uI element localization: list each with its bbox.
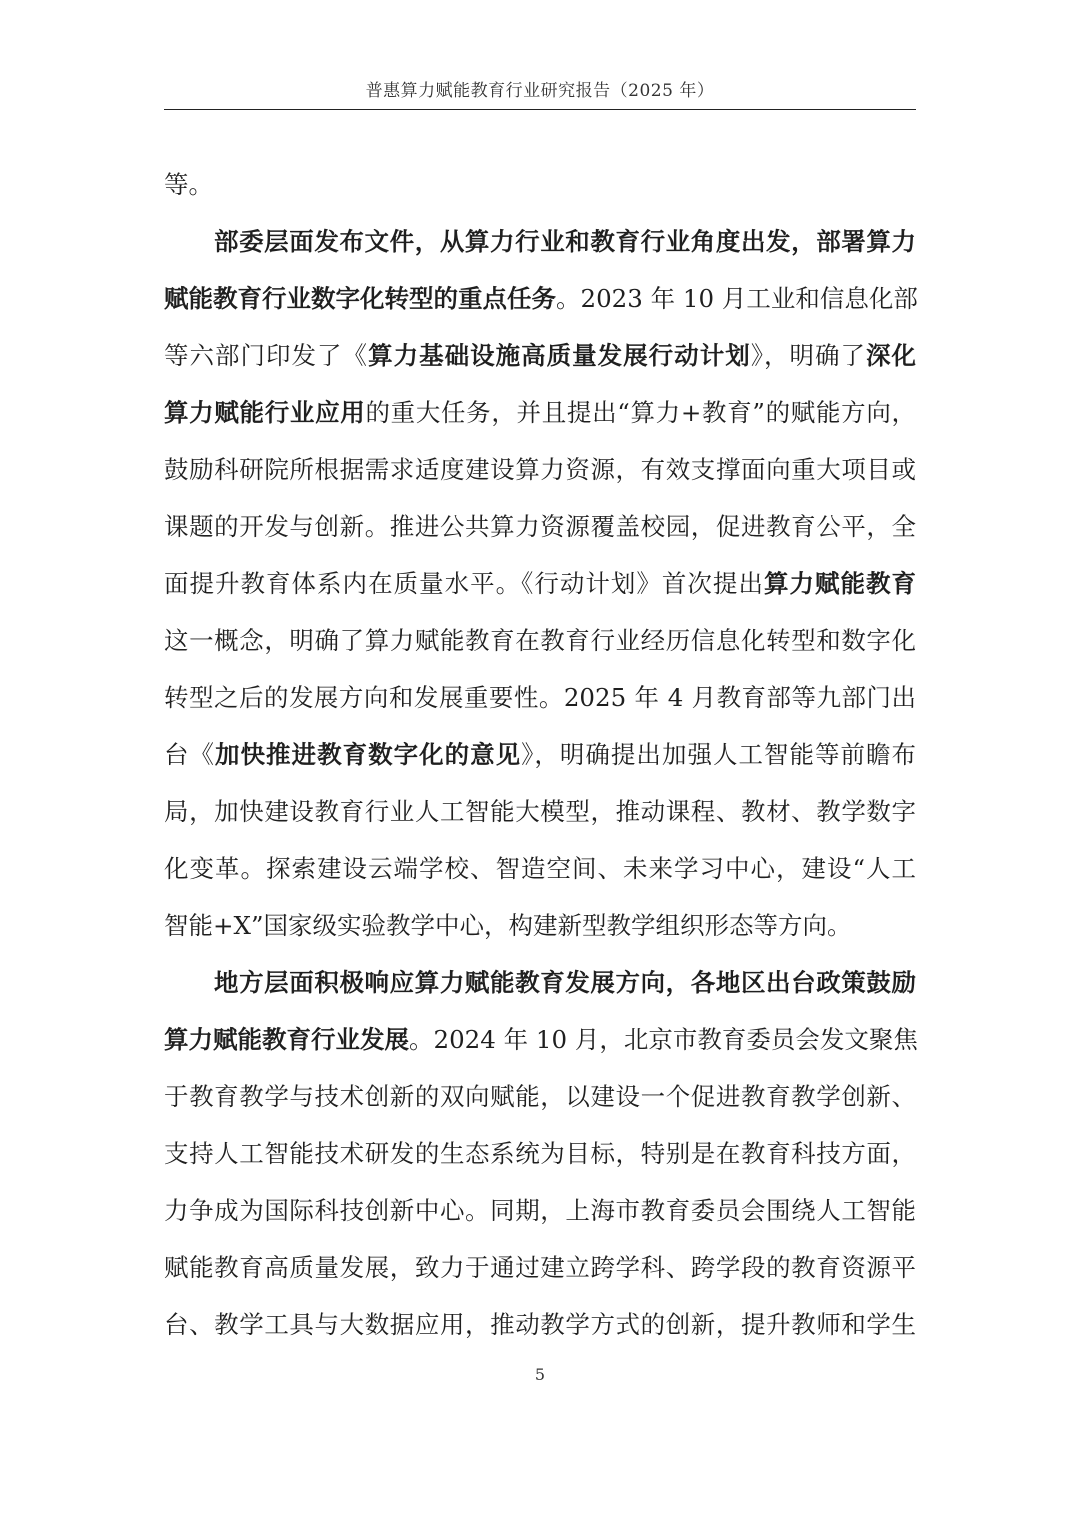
text-run: 于教育教学与技术创新的双向赋能，以建设一个促进教育教学创新、: [164, 1082, 916, 1111]
text-run: 转型之后的发展方向和发展重要性。2025 年 4 月教育部等九部门出: [164, 683, 916, 712]
text-run: 赋能教育高质量发展，致力于通过建立跨学科、跨学段的教育资源平: [164, 1253, 916, 1282]
text-line: [164, 564, 916, 604]
text-line: [164, 906, 916, 946]
text-line: [164, 1020, 916, 1060]
text-line: [164, 393, 916, 433]
text-line: [164, 678, 916, 718]
text-line: [164, 792, 916, 832]
text-run: 台《: [164, 740, 216, 769]
text-run: 局，加快建设教育行业人工智能大模型，推动课程、教材、教学数字: [164, 797, 916, 826]
text-run: 》，明确提出加强人工智能等前瞻布: [521, 740, 917, 769]
text-run: 智能+X”国家级实验教学中心，构建新型教学组织形态等方向。: [164, 911, 852, 940]
text-line: [164, 1248, 916, 1288]
bold-text-run: 算力赋能教育: [763, 569, 917, 598]
text-run: 等六部门印发了《: [164, 341, 369, 370]
text-line: [164, 1134, 916, 1174]
text-run: 》，明确了: [750, 341, 867, 370]
bold-text-run: 算力赋能教育行业发展: [164, 1025, 409, 1054]
text-line: [164, 279, 916, 319]
text-line: [164, 507, 916, 547]
text-run: 。2023 年 10 月工业和信息化部: [556, 284, 918, 313]
running-header: 普惠算力赋能教育行业研究报告（2025 年）: [365, 81, 715, 101]
text-line: [164, 1077, 916, 1117]
text-line: [164, 165, 916, 205]
text-line: [164, 336, 916, 376]
text-run: 等。: [164, 170, 213, 199]
bold-text-run: 地方层面积极响应算力赋能教育发展方向，各地区出台政策鼓励: [214, 968, 916, 997]
text-line: [164, 621, 916, 661]
header-rule: [164, 109, 916, 110]
page-number: 5: [534, 1365, 546, 1384]
text-line: [164, 1191, 916, 1231]
text-run: 面提升教育体系内在质量水平。《行动计划》首次提出: [164, 569, 764, 598]
text-run: 这一概念，明确了算力赋能教育在教育行业经历信息化转型和数字化: [164, 626, 916, 655]
text-line: [164, 849, 916, 889]
bold-text-run: 部委层面发布文件，从算力行业和教育行业角度出发，部署算力: [214, 227, 916, 256]
bold-text-run: 深化: [866, 341, 917, 370]
text-line: [214, 963, 916, 1003]
text-line: [164, 735, 916, 775]
text-run: 的重大任务，并且提出“算力+教育”的赋能方向，: [365, 398, 917, 427]
text-run: 台、教学工具与大数据应用，推动教学方式的创新，提升教师和学生: [164, 1310, 916, 1339]
text-line: [214, 222, 916, 262]
text-line: [164, 450, 916, 490]
bold-text-run: 算力基础设施高质量发展行动计划: [368, 341, 751, 370]
text-line: [164, 1305, 916, 1345]
text-run: 鼓励科研院所根据需求适度建设算力资源，有效支撑面向重大项目或: [164, 455, 916, 484]
text-run: 。2024 年 10 月，北京市教育委员会发文聚焦: [409, 1025, 918, 1054]
bold-text-run: 加快推进教育数字化的意见: [215, 740, 522, 769]
text-run: 课题的开发与创新。推进公共算力资源覆盖校园，促进教育公平，全: [164, 512, 916, 541]
text-run: 化变革。探索建设云端学校、智造空间、未来学习中心，建设“人工: [164, 854, 916, 883]
text-run: 支持人工智能技术研发的生态系统为目标，特别是在教育科技方面，: [164, 1139, 916, 1168]
bold-text-run: 算力赋能行业应用: [164, 398, 366, 427]
bold-text-run: 赋能教育行业数字化转型的重点任务: [164, 284, 556, 313]
text-run: 力争成为国际科技创新中心。同期，上海市教育委员会围绕人工智能: [164, 1196, 916, 1225]
